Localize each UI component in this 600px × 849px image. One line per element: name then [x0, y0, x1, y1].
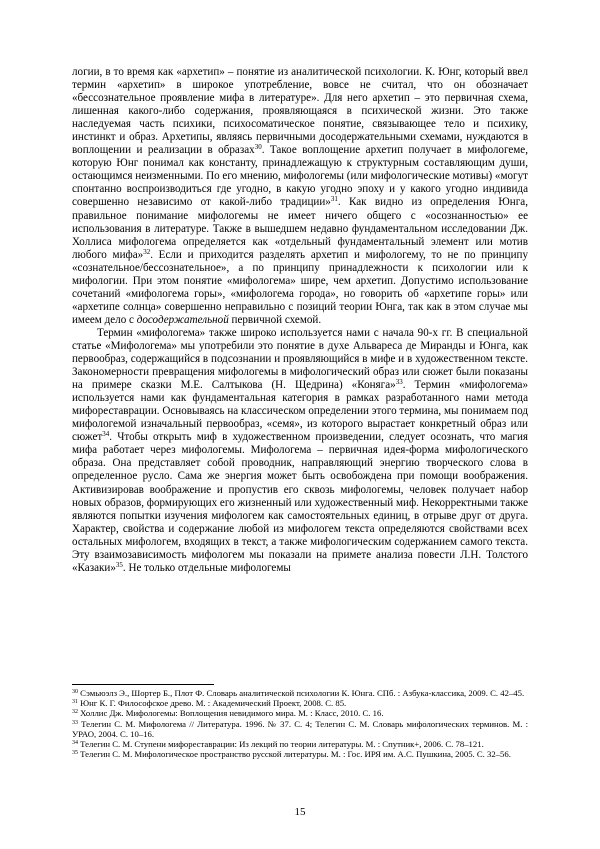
- text-run: . Не только отдельные мифологемы: [122, 561, 291, 574]
- footnote-ref: 34: [102, 430, 110, 439]
- text-run: . Чтобы открыть миф в художественном произведении, следует осознать, что магия мифа работает через мифологемы. Мифологема – первичная идея-форма мифологического образа. Она представляет собой проводник, направляющий энергию творческого слова в определенное русло. Сама же энергия может быть освобождена при помощи воображения. Активизировав воображение и пропустив его сквозь мифологемы, человек получает набор новых образов, формирующих его жизненный или художественный миф. Некорректными также являются попытки изучения мифологем как самостоятельных единиц, в отрыве друг от друга. Характер, свойства и содержание любой из мифологем текста определяются свойствами всех остальных мифологем, входящих в текст, а также мифологическим содержанием самого текста. Эту взаимозависимость мифологем мы показали на примете анализа повести Л.Н. Толстого «Казаки»: [72, 431, 528, 574]
- footnote: [72, 698, 528, 708]
- footnote-text: Телегин С. М. Мифологическое пространство русской литературы. М. : Гос. ИРЯ им. А.С. Пушкина, 2005. С. 32–56.: [78, 749, 511, 760]
- footnote: [72, 719, 528, 739]
- footnote: [72, 708, 528, 718]
- footnote-number: 33: [72, 719, 78, 726]
- text-run: . Такое воплощение архетип получает в мифологеме, которую Юнг понимал как константу, принадлежащую к структурным составляющим души, остающимся неизменными. По его мнению, мифологемы (или мифологические мотивы) «могут спонтанно воспроизводиться где угодно, в какую угодно эпоху и у какого угодно индивида совершенно независимо от какой-либо традиции»: [72, 144, 528, 209]
- footnote: [72, 749, 528, 759]
- body-text: [72, 66, 528, 575]
- footnote: [72, 688, 528, 698]
- footnote-ref: 33: [395, 378, 403, 387]
- paragraph: [72, 66, 528, 327]
- paragraph: [72, 327, 528, 575]
- footnote-text: Юнг К. Г. Философское древо. М. : Академический Проект, 2008. С. 85.: [78, 698, 347, 709]
- footnote-ref: 32: [143, 247, 151, 256]
- text-run: . Если и приходится разделять архетип и мифологему, то не по принципу «сознательное/бессознательное», а по принципу принадлежности к психологии или к мифологии. При этом понятие «мифологема» шире, чем архетип. Допустимо использование сочетаний «мифологема горы», «мифологема города», но говорить об «архетипе горы» или «архетипе солнца» совершенно неправильно с позиций теории Юнга, так как в этом случае мы имеем дело с: [72, 248, 528, 326]
- footnote-separator: [72, 684, 214, 685]
- footnote-text: Телегин С. М. Мифологема // Литература. 1996. № 37. С. 4; Телегин С. М. Словарь мифологических терминов. М. : УРАО, 2004. С. 10–16.: [72, 718, 528, 739]
- page-number: 15: [294, 806, 306, 818]
- text-run: . Термин «мифологема» используется нами как фундаментальная категория в рамках разработанного нами метода мифореставрации. Основываясь на классическом определении этого термина, мы понимаем под мифологемой изначальный первообраз, «семя», из которого вырастает конкретный образ или сюжет: [72, 379, 528, 444]
- footnote-text: Холлис Дж. Мифологемы: Воплощения невидимого мира. М. : Класс, 2010. С. 16.: [78, 708, 384, 719]
- footnote-number: 30: [72, 689, 78, 695]
- footnote-ref: 31: [330, 195, 338, 204]
- footnote-number: 32: [72, 709, 78, 716]
- footnote-text: Сэмьюэлз Э., Шортер Б., Плот Ф. Словарь аналитической психологии К. Юнга. СПб. : Азбука-классика, 2009. С. 42–45.: [78, 688, 525, 698]
- emphasis-text: досодержательной: [136, 313, 229, 326]
- text-run: . Как видно из определения Юнга, правильное понимание мифологемы не имеет ничего общего с «осознанностью» ее использования в литературе. Также в вышедшем недавно фундаментальном исследовании Дж. Холлиса мифологема определяется как «отдельный фундаментальный элемент или мотив любого мифа»: [72, 196, 528, 261]
- footnote-number: 35: [72, 750, 78, 757]
- footnote-ref: 35: [115, 560, 123, 569]
- text-run: первичной схемой.: [228, 313, 322, 326]
- footnote: [72, 739, 528, 749]
- footnote-ref: 30: [254, 143, 262, 152]
- footnote-text: Телегин С. М. Ступени мифореставрации: Из лекций по теории литературы. М. : Спутник+, 2006. С. 78–121.: [78, 739, 484, 750]
- footnote-number: 34: [72, 740, 78, 747]
- text-run: Термин «мифологема» также широко используется нами с начала 90-х гг. В специальной статье «Мифологема» мы употребили это понятие в духе Альвареса де Миранды и Юнга, как первообраз, содержащийся в подсознании и проявляющийся в мифе и в художественном тексте. Закономерности превращения мифологемы в мифологический образ или сюжет были показаны на примере сказки М.Е. Салтыкова (Н. Щедрина) «Коняга»: [72, 326, 528, 392]
- footnotes: [72, 688, 528, 759]
- text-run: логии, в то время как «архетип» – понятие из аналитической психологии. К. Юнг, который ввел термин «архетип» в широкое употребление, вовсе не считал, что он обозначает «бессознательное проявление мифа в литературе». Для него архетип – это первичная схема, лишенная какого-либо содержания, проявляющаяся в психической жизни. Это также наследуемая часть психики, психосоматическое понятие, связывающее тело и психику, инстинкт и образ. Архетипы, являясь первичными досодержательными схемами, нуждаются в воплощении и реализации в образах: [72, 66, 528, 157]
- footnote-number: 31: [72, 699, 78, 706]
